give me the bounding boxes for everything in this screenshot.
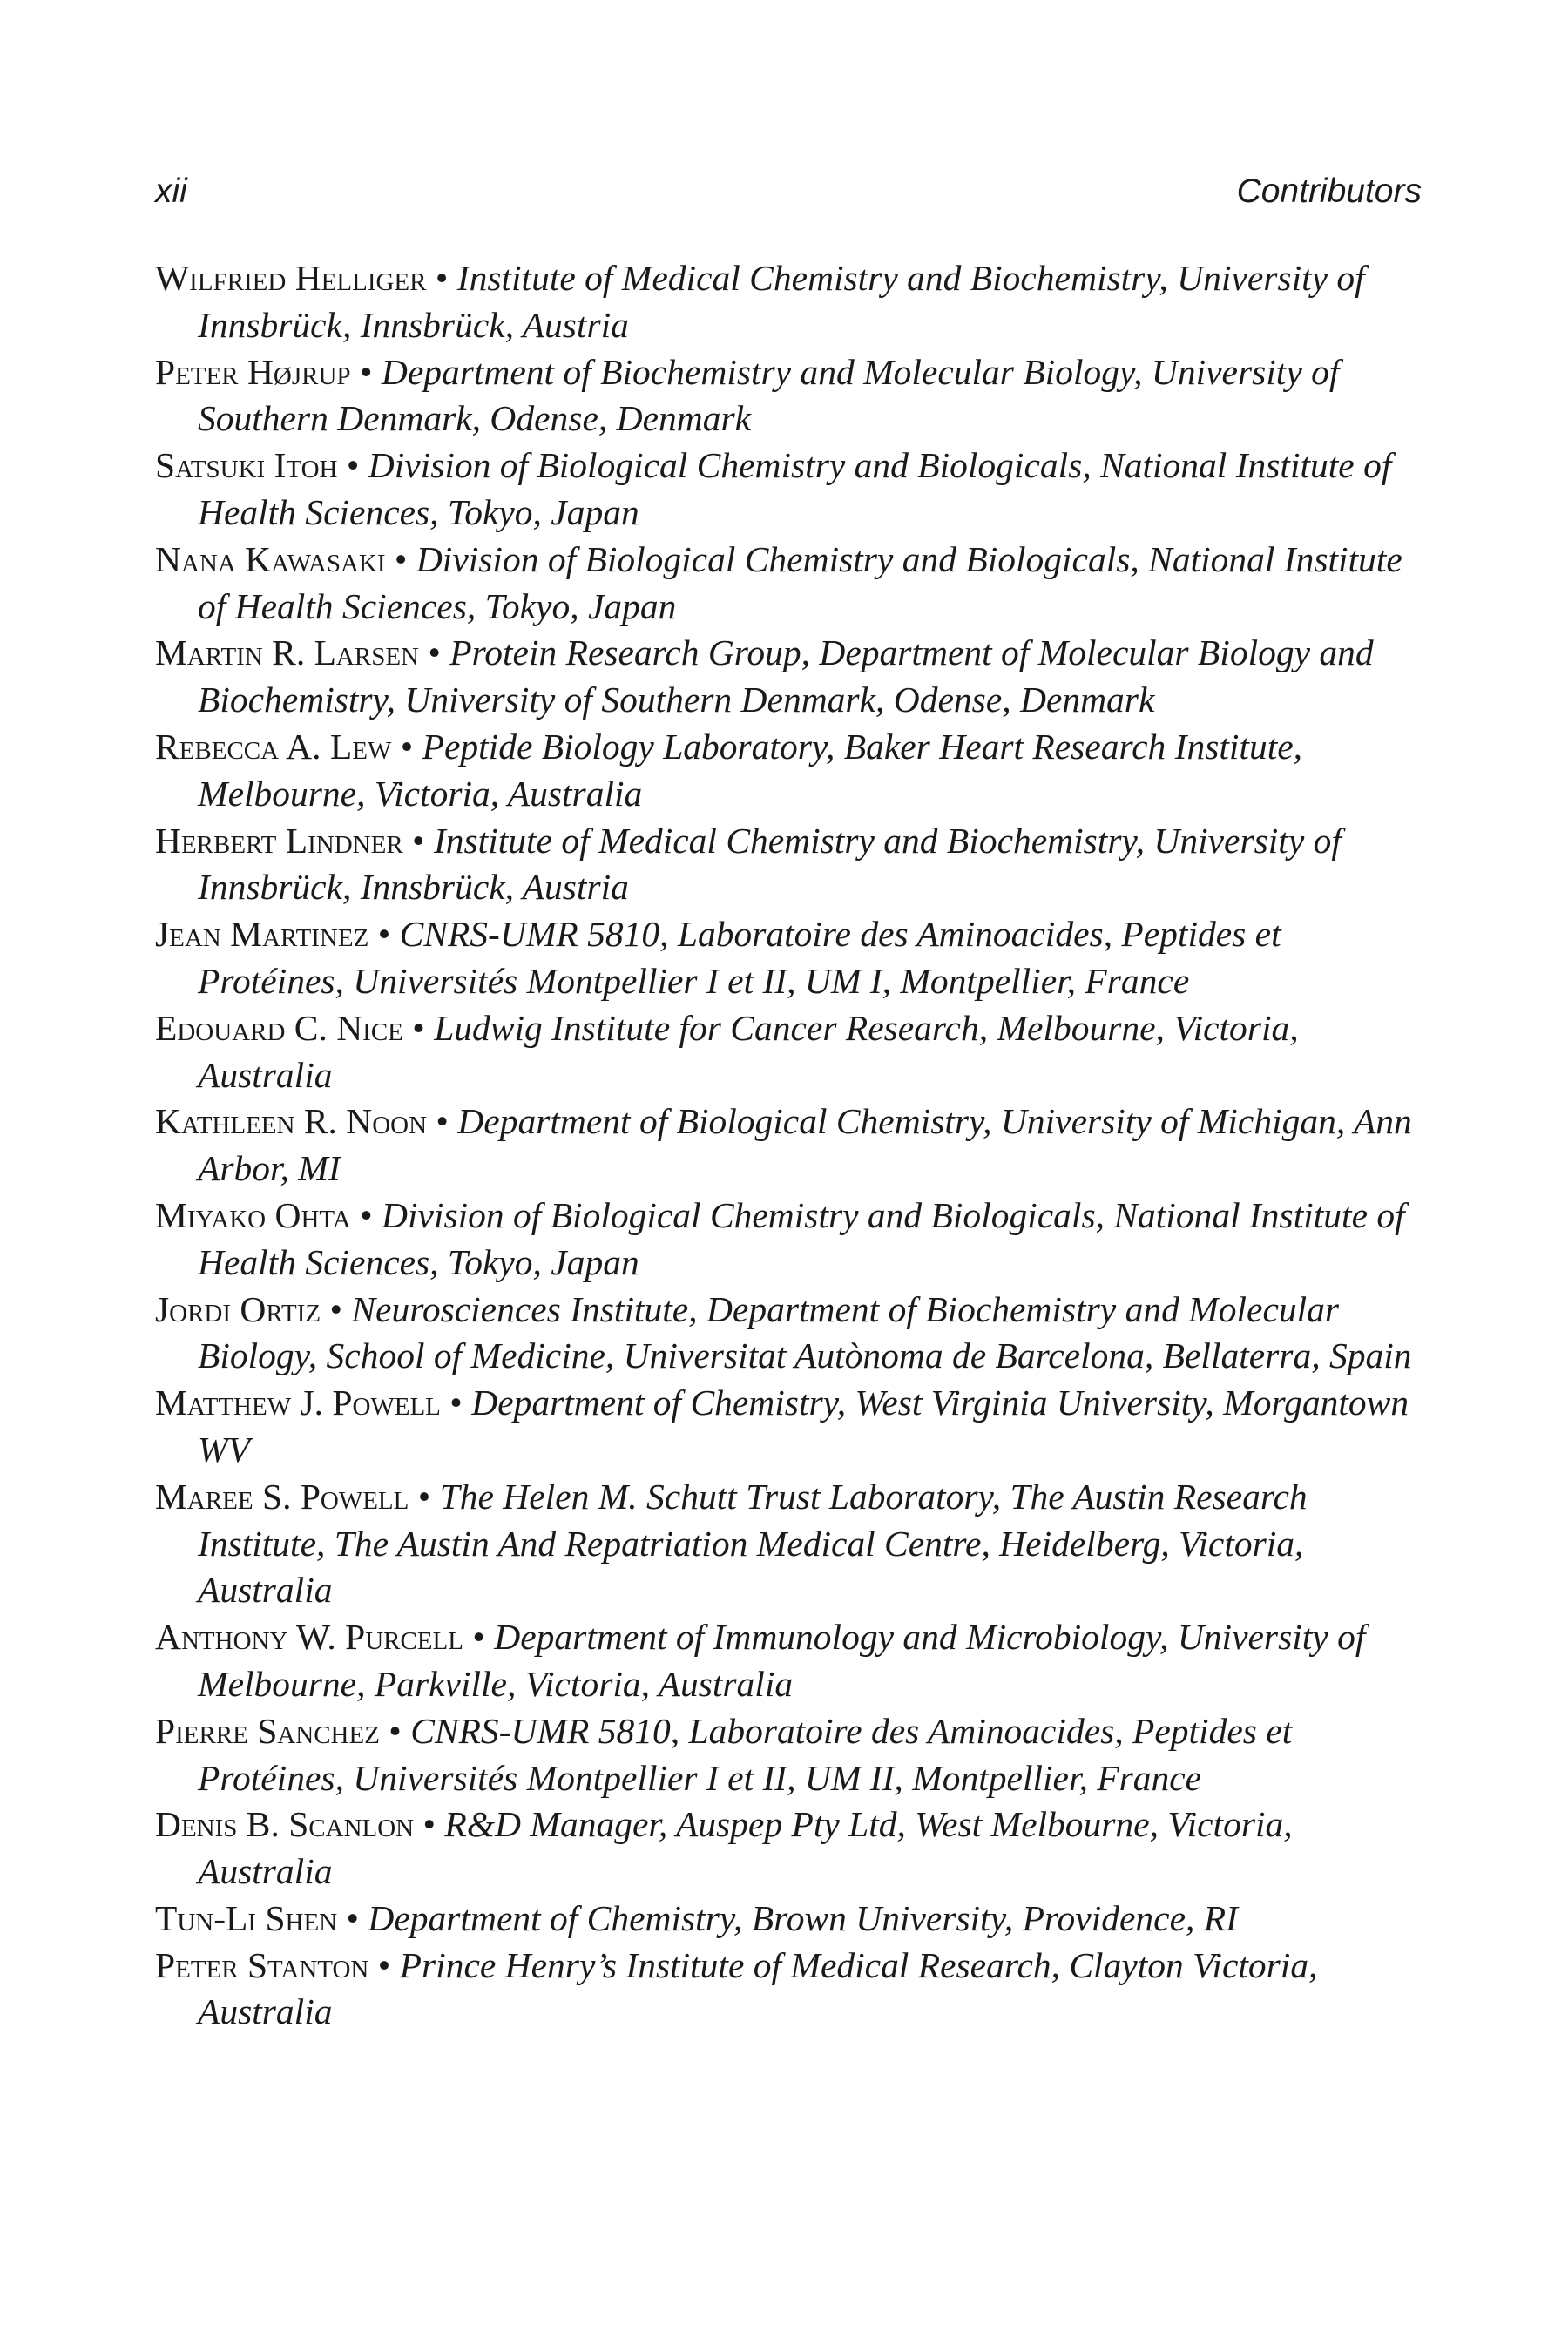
contributor-name: Pierre Sanchez xyxy=(155,1710,380,1751)
contributor-entry xyxy=(155,818,1422,912)
contributor-entry xyxy=(155,1614,1422,1708)
contributor-name: Peter Stanton xyxy=(155,1944,369,1985)
contributor-entry xyxy=(155,1193,1422,1287)
contributor-affiliation: Department of Immunology and Microbiology, University of Melbourne, Parkville, Victoria, Australia xyxy=(198,1617,1366,1704)
contributor-name: Matthew J. Powell xyxy=(155,1382,441,1423)
contributor-entry xyxy=(155,1943,1422,2037)
contributor-name: Tun-Li Shen xyxy=(155,1897,338,1938)
contributor-affiliation: Department of Chemistry, Brown University, Providence, RI xyxy=(368,1897,1238,1938)
contributor-affiliation: CNRS-UMR 5810, Laboratoire des Aminoacides, Peptides et Protéines, Universités Montpellier I et II, UM I, Montpellier, France xyxy=(198,914,1281,1001)
contributor-entry xyxy=(155,537,1422,631)
bullet-separator: • xyxy=(329,1288,342,1329)
contributor-name: Wilfried Helliger xyxy=(155,258,427,298)
contributor-affiliation: The Helen M. Schutt Trust Laboratory, The Austin Research Institute, The Austin And Repatriation Medical Centre, Heidelberg, Victoria, Australia xyxy=(198,1476,1308,1611)
contributor-name: Satsuki Itoh xyxy=(155,445,338,486)
contributor-name: Kathleen R. Noon xyxy=(155,1101,428,1142)
contributor-entry xyxy=(155,1380,1422,1474)
bullet-separator: • xyxy=(472,1617,485,1658)
bullet-separator: • xyxy=(377,1944,391,1985)
contributor-affiliation: Prince Henry’s Institute of Medical Research, Clayton Victoria, Australia xyxy=(198,1944,1318,2032)
contributor-affiliation: Department of Biochemistry and Molecular Biology, University of Southern Denmark, Odense, Denmark xyxy=(198,351,1340,439)
bullet-separator: • xyxy=(412,1007,425,1048)
contributor-name: Edouard C. Nice xyxy=(155,1007,403,1048)
contributor-affiliation: Ludwig Institute for Cancer Research, Melbourne, Victoria, Australia xyxy=(198,1007,1299,1095)
running-head: Contributors xyxy=(1236,172,1422,210)
contributor-name: Rebecca A. Lew xyxy=(155,726,392,767)
contributor-name: Jean Martinez xyxy=(155,914,369,955)
contributor-entry xyxy=(155,630,1422,724)
bullet-separator: • xyxy=(435,258,449,298)
bullet-separator: • xyxy=(412,820,425,861)
contributor-affiliation: CNRS-UMR 5810, Laboratoire des Aminoacides, Peptides et Protéines, Universités Montpellier I et II, UM II, Montpellier, France xyxy=(198,1710,1293,1798)
contributor-name: Peter Højrup xyxy=(155,351,351,392)
contributor-name: Jordi Ortiz xyxy=(155,1288,321,1329)
bullet-separator: • xyxy=(394,538,408,579)
contributor-affiliation: Peptide Biology Laboratory, Baker Heart Research Institute, Melbourne, Victoria, Australia xyxy=(198,726,1303,814)
contributor-name: Denis B. Scanlon xyxy=(155,1804,415,1845)
contributor-name: Herbert Lindner xyxy=(155,820,403,861)
contributor-affiliation: Division of Biological Chemistry and Biologicals, National Institute of Health Sciences, Tokyo, Japan xyxy=(198,538,1402,626)
bullet-separator: • xyxy=(428,632,441,673)
bullet-separator: • xyxy=(436,1101,449,1142)
page-header xyxy=(155,166,1422,218)
page-number: xii xyxy=(155,172,187,210)
contributor-affiliation: R&D Manager, Auspep Pty Ltd, West Melbourne, Victoria, Australia xyxy=(198,1804,1293,1892)
contributor-entry xyxy=(155,724,1422,818)
contributor-affiliation: Protein Research Group, Department of Molecular Biology and Biochemistry, University of Southern Denmark, Odense, Denmark xyxy=(198,632,1374,720)
contributor-affiliation: Institute of Medical Chemistry and Biochemistry, University of Innsbrück, Innsbrück, Austria xyxy=(198,820,1342,908)
bullet-separator: • xyxy=(359,351,373,392)
contributor-entry xyxy=(155,1474,1422,1614)
bullet-separator: • xyxy=(389,1710,402,1751)
bullet-separator: • xyxy=(417,1476,431,1517)
contributor-entry xyxy=(155,911,1422,1005)
contributor-entry xyxy=(155,1005,1422,1099)
bullet-separator: • xyxy=(422,1804,436,1845)
contributor-name: Maree S. Powell xyxy=(155,1476,409,1517)
contributor-affiliation: Department of Chemistry, West Virginia University, Morgantown WV xyxy=(198,1382,1409,1470)
contributor-affiliation: Division of Biological Chemistry and Biologicals, National Institute of Health Sciences, Tokyo, Japan xyxy=(198,1194,1405,1282)
contributor-affiliation: Neurosciences Institute, Department of Biochemistry and Molecular Biology, School of Medicine, Universitat Autònoma de Barcelona, Bellaterra, Spain xyxy=(198,1288,1412,1376)
bullet-separator: • xyxy=(360,1194,373,1235)
bullet-separator: • xyxy=(346,1897,360,1938)
contributors-list xyxy=(155,255,1422,2036)
contributor-affiliation: Department of Biological Chemistry, University of Michigan, Ann Arbor, MI xyxy=(198,1101,1412,1189)
contributor-name: Martin R. Larsen xyxy=(155,632,419,673)
contributor-entry xyxy=(155,1708,1422,1802)
bullet-separator: • xyxy=(346,445,360,486)
contributor-name: Anthony W. Purcell xyxy=(155,1617,463,1658)
contributor-entry xyxy=(155,255,1422,349)
bullet-separator: • xyxy=(377,914,391,955)
bullet-separator: • xyxy=(449,1382,463,1423)
contributor-entry xyxy=(155,1287,1422,1381)
contributor-entry xyxy=(155,349,1422,443)
bullet-separator: • xyxy=(400,726,414,767)
contributor-entry xyxy=(155,1896,1422,1943)
contributor-entry xyxy=(155,443,1422,537)
contributor-affiliation: Division of Biological Chemistry and Biologicals, National Institute of Health Sciences, Tokyo, Japan xyxy=(198,445,1392,532)
contributor-entry xyxy=(155,1801,1422,1896)
contributor-name: Miyako Ohta xyxy=(155,1194,351,1235)
contributor-entry xyxy=(155,1098,1422,1193)
contributor-affiliation: Institute of Medical Chemistry and Biochemistry, University of Innsbrück, Innsbrück, Austria xyxy=(198,258,1365,345)
contributor-name: Nana Kawasaki xyxy=(155,538,386,579)
